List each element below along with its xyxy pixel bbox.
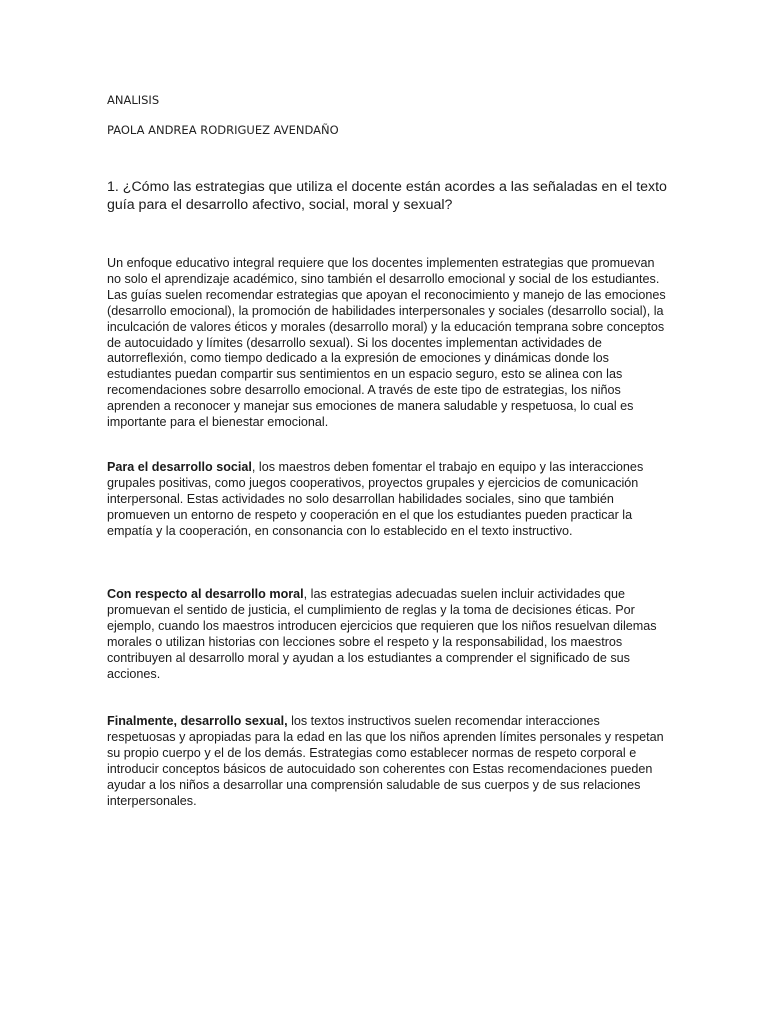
social-lead: Para el desarrollo social bbox=[107, 460, 252, 474]
intro-paragraph: Un enfoque educativo integral requiere que los docentes implementen estrategias que promuevan no solo el aprendizaje académico, sino también el desarrollo emocional y social de los estudiantes. Las guías suelen recomendar estrategias que apoyan el reconocimiento y manejo de las emociones (desarrollo emocional), la promoción de habilidades interpersonales y sociales (desarrollo social), la inculcación de valores éticos y morales (desarrollo moral) y la educación temprana sobre conceptos de autocuidado y límites (desarrollo sexual). Si los docentes implementan actividades de autorreflexión, como tiempo dedicado a la expresión de emociones y dinámicas donde los estudiantes puedan compartir sus sentimientos en un espacio seguro, esto se alinea con las recomendaciones sobre desarrollo emocional. A través de este tipo de estrategias, los niños aprenden a reconocer y manejar sus emociones de manera saludable y respetuosa, lo cual es importante para el bienestar emocional. bbox=[107, 256, 666, 430]
moral-body: , las estrategias adecuadas suelen incluir actividades que promuevan el sentido de justicia, el cumplimiento de reglas y la toma de decisiones éticas. Por ejemplo, cuando los maestros introducen ejercicios que requieren que los niños resuelvan dilemas morales o utilizan historias con lecciones sobre el respeto y la responsabilidad, los maestros contribuyen al desarrollo moral y ayudan a los estudiantes a comprender el significado de sus acciones. bbox=[107, 587, 657, 681]
social-body: , los maestros deben fomentar el trabajo en equipo y las interacciones grupales positivas, como juegos cooperativos, proyectos grupales y ejercicios de comunicación interpersonal. Estas actividades no solo desarrollan habilidades sociales, sino que también promueven un entorno de respeto y cooperación en el que los estudiantes pueden practicar la empatía y la cooperación, en consonancia con lo establecido en el texto instructivo. bbox=[107, 460, 644, 538]
author-name: PAOLA ANDREA RODRIGUEZ AVENDAÑO bbox=[107, 123, 339, 137]
question-text: 1. ¿Cómo las estrategias que utiliza el docente están acordes a las señaladas en el texto guía para el desarrollo afectivo, social, moral y sexual? bbox=[107, 179, 667, 213]
moral-development-paragraph bbox=[107, 587, 667, 682]
sexual-development-paragraph bbox=[107, 714, 667, 809]
moral-lead: Con respecto al desarrollo moral bbox=[107, 587, 304, 601]
social-development-paragraph bbox=[107, 460, 667, 540]
sexual-lead: Finalmente, desarrollo sexual, bbox=[107, 714, 288, 728]
sexual-body: los textos instructivos suelen recomendar interacciones respetuosas y apropiadas para la edad en las que los niños aprenden límites personales y respetan su propio cuerpo y el de los demás. Estrategias como establecer normas de respeto corporal e introducir conceptos básicos de autocuidado son coherentes con Estas recomendaciones pueden ayudar a los niños a desarrollar una comprensión saludable de sus cuerpos y de sus relaciones interpersonales. bbox=[107, 714, 664, 808]
document-title: ANALISIS bbox=[107, 93, 160, 107]
